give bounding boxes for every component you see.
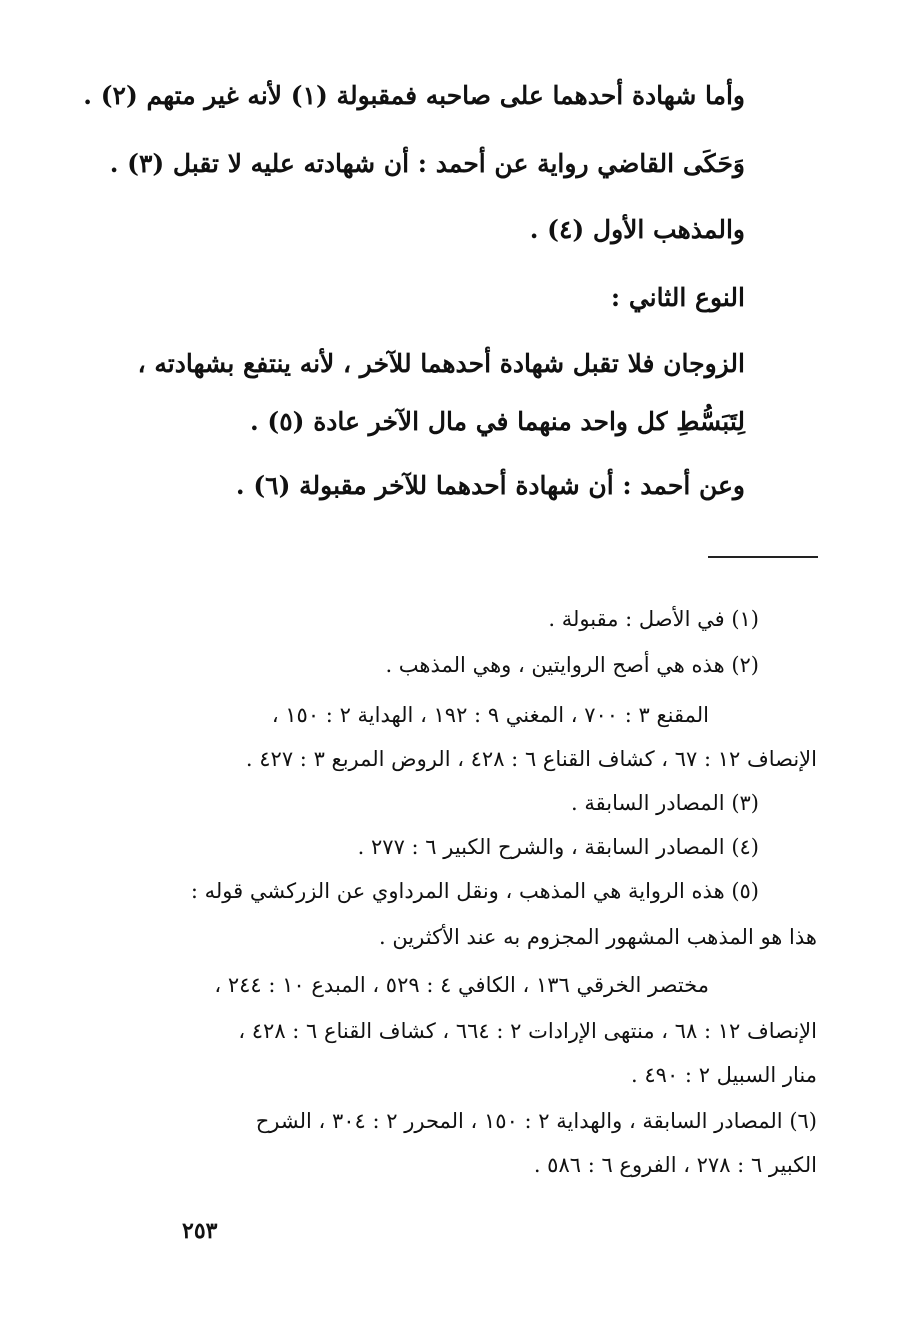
page-number: ٢٥٣	[182, 1218, 218, 1244]
footnote-line: هذا هو المذهب المشهور المجزوم به عند الأكثرين .	[378, 925, 817, 949]
footnote-line: (١) في الأصل : مقبولة .	[548, 607, 759, 631]
footnote-line: منار السبيل ٢ : ٤٩٠ .	[631, 1063, 817, 1087]
section-heading: النوع الثاني :	[610, 283, 745, 312]
footnote-line: المقنع ٣ : ٧٠٠ ، المغني ٩ : ١٩٢ ، الهداية ٢ : ١٥٠ ،	[271, 703, 709, 727]
footnote-line: (٢) هذه هي أصح الروايتين ، وهي المذهب .	[385, 653, 759, 677]
footnote-separator	[708, 556, 818, 558]
footnote-line: مختصر الخرقي ١٣٦ ، الكافي ٤ : ٥٢٩ ، المبدع ١٠ : ٢٤٤ ،	[214, 973, 709, 997]
footnote-line: (٦) المصادر السابقة ، والهداية ٢ : ١٥٠ ، المحرر ٢ : ٣٠٤ ، الشرح	[255, 1109, 817, 1133]
footnote-line: (٥) هذه الرواية هي المذهب ، ونقل المرداوي عن الزركشي قوله :	[190, 879, 759, 903]
footnote-line: (٣) المصادر السابقة .	[571, 791, 759, 815]
main-text-line: الزوجان فلا تقبل شهادة أحدهما للآخر ، لأنه ينتفع بشهادته ،	[137, 349, 745, 378]
footnote-line: الإنصاف ١٢ : ٦٨ ، منتهى الإرادات ٢ : ٦٦٤ ، كشاف القناع ٦ : ٤٢٨ ،	[238, 1019, 817, 1043]
footnote-line: الإنصاف ١٢ : ٦٧ ، كشاف القناع ٦ : ٤٢٨ ، الروض المربع ٣ : ٤٢٧ .	[245, 747, 817, 771]
footnote-line: الكبير ٦ : ٢٧٨ ، الفروع ٦ : ٥٨٦ .	[533, 1153, 817, 1177]
main-text-line: وعن أحمد : أن شهادة أحدهما للآخر مقبولة (٦) .	[235, 471, 745, 500]
main-text-line: وأما شهادة أحدهما على صاحبه فمقبولة (١) لأنه غير متهم (٢) .	[83, 81, 745, 110]
main-text-line: وَحَكَى القاضي رواية عن أحمد : أن شهادته عليه لا تقبل (٣) .	[109, 149, 745, 178]
footnote-line: (٤) المصادر السابقة ، والشرح الكبير ٦ : ٢٧٧ .	[357, 835, 759, 859]
main-text-line: لِتَبَسُّطِ كل واحد منهما في مال الآخر عادة (٥) .	[249, 407, 745, 436]
main-text-line: والمذهب الأول (٤) .	[529, 215, 745, 244]
